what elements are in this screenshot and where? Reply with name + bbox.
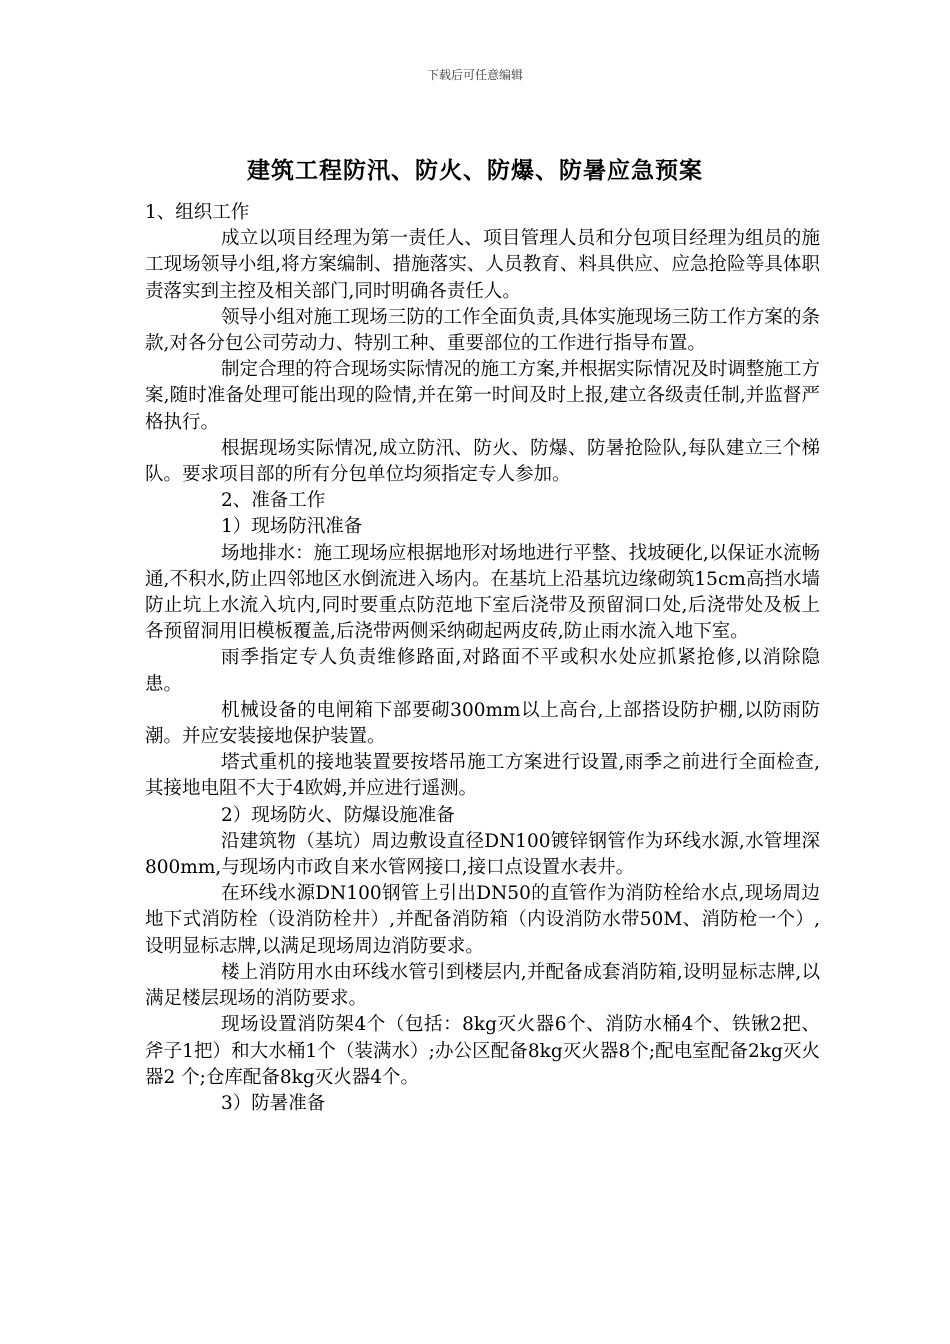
paragraph: 在环线水源DN100钢管上引出DN50的直管作为消防栓给水点,现场周边地下式消防栓（设消防栓井）,并配备消防箱（内设消防水带50M、消防枪一个）,设明显标志牌,以满足现场周边消防要求。: [145, 883, 820, 957]
paragraph: 雨季指定专人负责维修路面,对路面不平或积水处应抓紧抢修,以消除隐患。: [145, 647, 820, 695]
paragraph: 根据现场实际情况,成立防汛、防火、防爆、防暑抢险队,每队建立三个梯队。要求项目部的所有分包单位均须指定专人参加。: [145, 437, 820, 486]
subsection-heading-heat: 3）防暑准备: [221, 1092, 326, 1114]
paragraph: 领导小组对施工现场三防的工作全面负责,具体实施现场三防工作方案的条款,对各分包公司劳动力、特别工种、重要部位的工作进行指导布置。: [145, 306, 820, 355]
paragraph: 塔式重机的接地装置要按塔吊施工方案进行设置,雨季之前进行全面检查,其接地电阻不大于4欧姆,并应进行遥测。: [145, 752, 820, 800]
paragraph: 机械设备的电闸箱下部要砌300mm以上高台,上部搭设防护棚,以防雨防潮。并应安装接地保护装置。: [145, 699, 820, 748]
paragraph: 沿建筑物（基坑）周边敷设直径DN100镀锌钢管作为环线水源,水管埋深800mm,与现场内市政自来水管网接口,接口点设置水表井。: [145, 830, 820, 879]
section-heading-preparation: 2、准备工作: [221, 490, 326, 512]
paragraph: 场地排水：施工现场应根据地形对场地进行平整、找坡硬化,以保证水流畅通,不积水,防止四邻地区水倒流进入场内。在基坑上沿基坑边缘砌筑15cm高挡水墙防止坑上水流入坑内,同时要重点防范地下室后浇带及预留洞口处,后浇带处及板上各预留洞用旧模板覆盖,后浇带两侧采纳砌起两皮砖,防止雨水流入地下室。: [145, 542, 820, 643]
paragraph: 现场设置消防架4个（包括：8kg灭火器6个、消防水桶4个、铁锹2把、斧子1把）和大水桶1个（装满水）;办公区配备8kg灭火器8个;配电室配备2kg灭火器2 个;仓库配备8kg灭火器4个。: [145, 1014, 820, 1088]
paragraph: 成立以项目经理为第一责任人、项目管理人员和分包项目经理为组员的施工现场领导小组,将方案编制、措施落实、人员教育、料具供应、应急抢险等具体职责落实到主控及相关部门,同时明确各责任人。: [145, 228, 820, 302]
section-heading-organization: 1、组织工作: [145, 202, 250, 223]
document-title: 建筑工程防汛、防火、防爆、防暑应急预案: [247, 157, 703, 184]
page-header-note: 下载后可任意编辑: [426, 68, 523, 82]
paragraph: 楼上消防用水由环线水管引到楼层内,并配备成套消防箱,设明显标志牌,以满足楼层现场的消防要求。: [145, 961, 820, 1010]
subsection-heading-flood: 1）现场防汛准备: [221, 516, 363, 538]
paragraph: 制定合理的符合现场实际情况的施工方案,并根据实际情况及时调整施工方案,随时准备处理可能出现的险情,并在第一时间及时上报,建立各级责任制,并监督严格执行。: [145, 359, 820, 433]
document-body: [145, 200, 820, 1117]
subsection-heading-fire: 2）现场防火、防爆设施准备: [221, 804, 455, 826]
